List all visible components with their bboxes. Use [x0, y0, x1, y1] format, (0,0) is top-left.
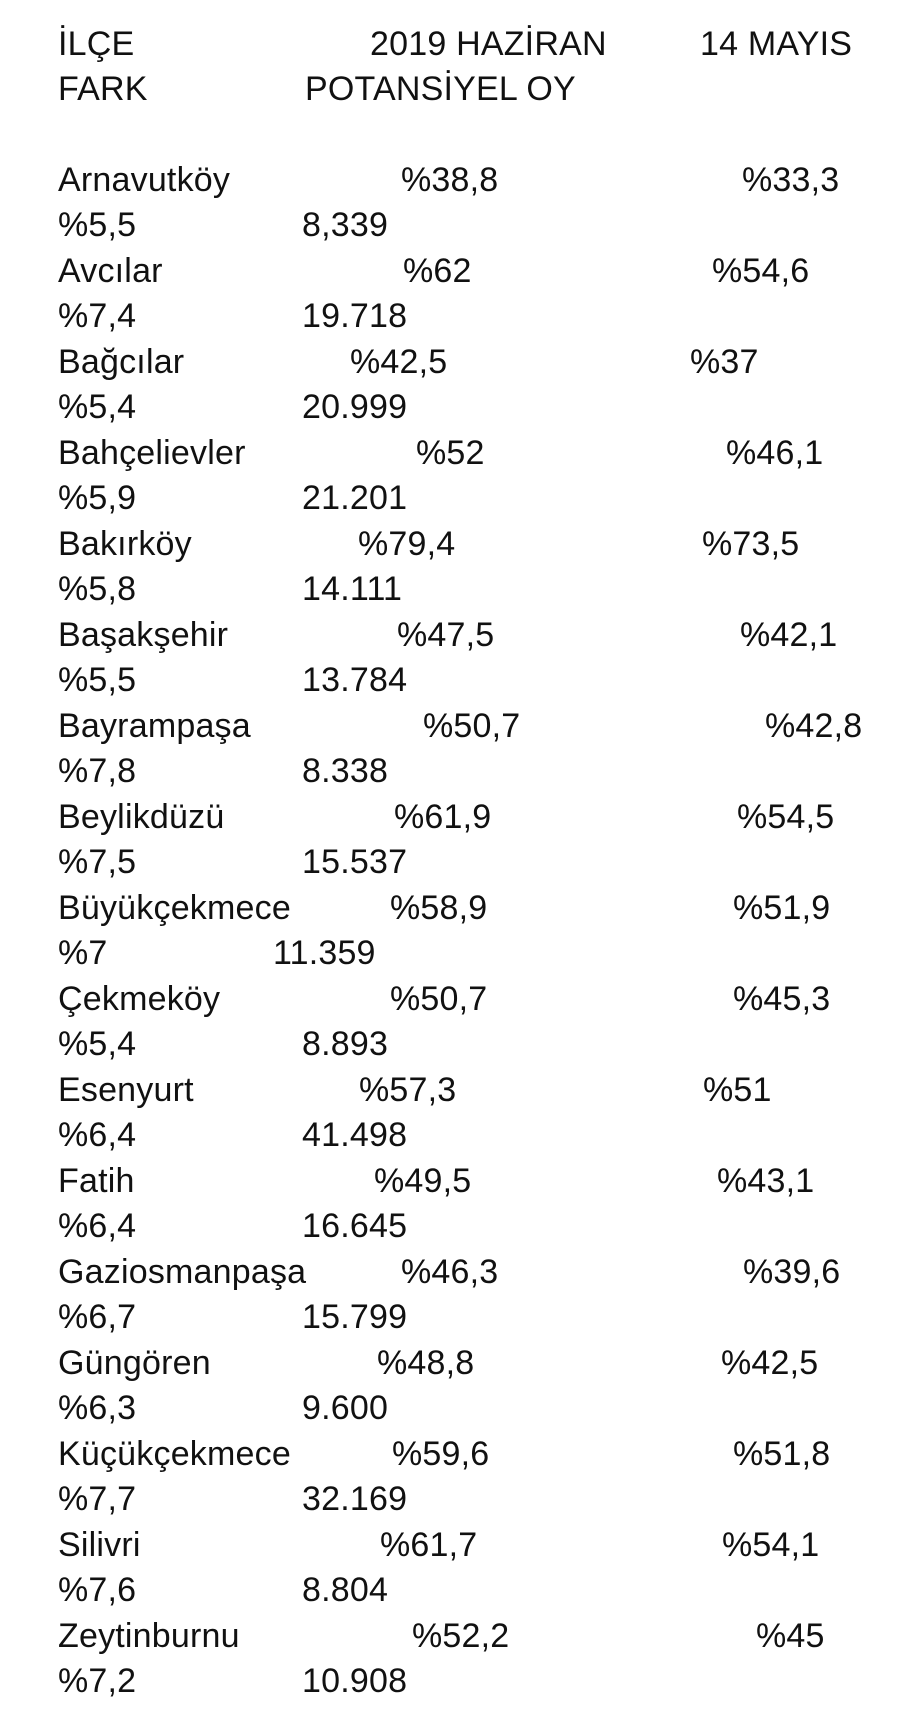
- potansiyel-oy-value: 8.338: [302, 752, 389, 790]
- fark-value: %5,5: [58, 206, 137, 244]
- fark-value: %5,5: [58, 661, 137, 699]
- mayis-value: %43,1: [717, 1162, 815, 1200]
- district-name: Gaziosmanpaşa: [58, 1253, 307, 1291]
- haziran-value: %61,9: [394, 798, 492, 836]
- fark-value: %6,4: [58, 1116, 137, 1154]
- mayis-value: %45,3: [733, 980, 831, 1018]
- fark-value: %5,4: [58, 1025, 137, 1063]
- fark-value: %5,4: [58, 388, 137, 426]
- fark-value: %7,6: [58, 1571, 137, 1609]
- fark-value: %7,7: [58, 1480, 137, 1518]
- header-potansiyel: POTANSİYEL OY: [305, 70, 576, 108]
- mayis-value: %42,5: [721, 1344, 819, 1382]
- potansiyel-oy-value: 8.893: [302, 1025, 389, 1063]
- district-name: Bayrampaşa: [58, 707, 251, 745]
- district-name: Silivri: [58, 1526, 141, 1564]
- potansiyel-oy-value: 32.169: [302, 1480, 408, 1518]
- haziran-value: %49,5: [374, 1162, 472, 1200]
- district-name: Avcılar: [58, 252, 163, 290]
- district-name: Bakırköy: [58, 525, 192, 563]
- header-mayis: 14 MAYIS: [700, 25, 853, 63]
- fark-value: %5,8: [58, 570, 137, 608]
- haziran-value: %59,6: [392, 1435, 490, 1473]
- fark-value: %7: [58, 934, 108, 972]
- potansiyel-oy-value: 14.111: [302, 570, 403, 608]
- potansiyel-oy-value: 8.804: [302, 1571, 389, 1609]
- haziran-value: %50,7: [423, 707, 521, 745]
- haziran-value: %46,3: [401, 1253, 499, 1291]
- mayis-value: %51,8: [733, 1435, 831, 1473]
- potansiyel-oy-value: 10.908: [302, 1662, 408, 1700]
- mayis-value: %45: [756, 1617, 825, 1655]
- potansiyel-oy-value: 21.201: [302, 479, 408, 517]
- haziran-value: %47,5: [397, 616, 495, 654]
- mayis-value: %51,9: [733, 889, 831, 927]
- fark-value: %7,8: [58, 752, 137, 790]
- haziran-value: %48,8: [377, 1344, 475, 1382]
- fark-value: %7,4: [58, 297, 137, 335]
- mayis-value: %54,5: [737, 798, 835, 836]
- header-fark: FARK: [58, 70, 148, 108]
- potansiyel-oy-value: 19.718: [302, 297, 408, 335]
- district-name: Zeytinburnu: [58, 1617, 240, 1655]
- potansiyel-oy-value: 8,339: [302, 206, 389, 244]
- mayis-value: %54,6: [712, 252, 810, 290]
- header-ilce: İLÇE: [58, 25, 135, 63]
- fark-value: %6,4: [58, 1207, 137, 1245]
- mayis-value: %33,3: [742, 161, 840, 199]
- haziran-value: %38,8: [401, 161, 499, 199]
- potansiyel-oy-value: 41.498: [302, 1116, 408, 1154]
- district-name: Bağcılar: [58, 343, 185, 381]
- mayis-value: %39,6: [743, 1253, 841, 1291]
- haziran-value: %79,4: [358, 525, 456, 563]
- fark-value: %7,2: [58, 1662, 137, 1700]
- district-name: Başakşehir: [58, 616, 229, 654]
- haziran-value: %52: [416, 434, 485, 472]
- haziran-value: %62: [403, 252, 472, 290]
- mayis-value: %42,8: [765, 707, 863, 745]
- mayis-value: %42,1: [740, 616, 838, 654]
- district-name: Küçükçekmece: [58, 1435, 291, 1473]
- fark-value: %6,3: [58, 1389, 137, 1427]
- district-name: Bahçelievler: [58, 434, 246, 472]
- haziran-value: %58,9: [390, 889, 488, 927]
- district-name: Çekmeköy: [58, 980, 221, 1018]
- header-haziran: 2019 HAZİRAN: [370, 25, 607, 63]
- mayis-value: %54,1: [722, 1526, 820, 1564]
- district-name: Arnavutköy: [58, 161, 231, 199]
- mayis-value: %46,1: [726, 434, 824, 472]
- potansiyel-oy-value: 20.999: [302, 388, 408, 426]
- district-name: Güngören: [58, 1344, 211, 1382]
- potansiyel-oy-value: 15.799: [302, 1298, 408, 1336]
- district-name: Fatih: [58, 1162, 135, 1200]
- haziran-value: %61,7: [380, 1526, 478, 1564]
- mayis-value: %51: [703, 1071, 772, 1109]
- mayis-value: %37: [690, 343, 759, 381]
- haziran-value: %50,7: [390, 980, 488, 1018]
- potansiyel-oy-value: 16.645: [302, 1207, 408, 1245]
- district-name: Esenyurt: [58, 1071, 194, 1109]
- potansiyel-oy-value: 13.784: [302, 661, 408, 699]
- haziran-value: %52,2: [412, 1617, 510, 1655]
- haziran-value: %57,3: [359, 1071, 457, 1109]
- haziran-value: %42,5: [350, 343, 448, 381]
- district-name: Beylikdüzü: [58, 798, 225, 836]
- district-name: Büyükçekmece: [58, 889, 291, 927]
- mayis-value: %73,5: [702, 525, 800, 563]
- potansiyel-oy-value: 9.600: [302, 1389, 389, 1427]
- potansiyel-oy-value: 15.537: [302, 843, 408, 881]
- potansiyel-oy-value: 11.359: [273, 934, 376, 972]
- fark-value: %7,5: [58, 843, 137, 881]
- fark-value: %6,7: [58, 1298, 137, 1336]
- fark-value: %5,9: [58, 479, 137, 517]
